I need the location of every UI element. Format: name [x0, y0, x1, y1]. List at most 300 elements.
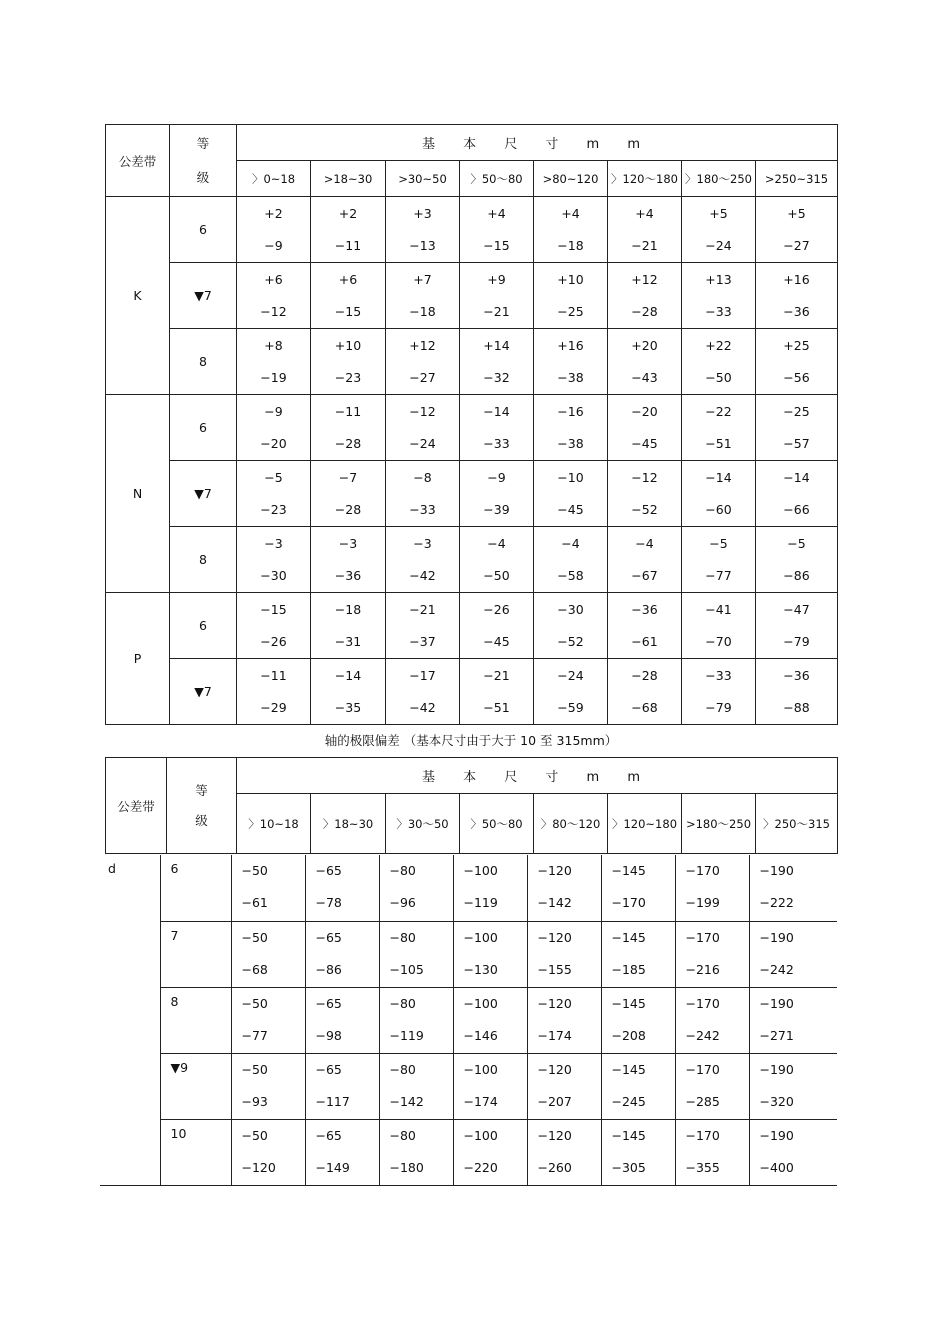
upper-deviation: −80	[389, 1127, 416, 1143]
upper-deviation: +4	[561, 205, 580, 221]
deviation-pair	[464, 1054, 527, 1118]
lower-deviation: −285	[685, 1093, 720, 1109]
lower-deviation: −31	[334, 633, 362, 649]
lower-deviation: −28	[334, 435, 362, 451]
deviation-cell	[453, 855, 527, 921]
zone-label: K	[106, 197, 170, 395]
deviation-pair	[237, 594, 310, 658]
upper-deviation: −8	[413, 469, 432, 485]
deviation-pair	[756, 528, 837, 592]
upper-deviation: +12	[409, 337, 436, 353]
deviation-cell	[460, 395, 534, 461]
deviation-cell	[379, 921, 453, 987]
upper-deviation: −28	[631, 667, 658, 683]
deviation-cell	[601, 921, 675, 987]
upper-deviation: +8	[264, 337, 283, 353]
upper-deviation: −10	[557, 469, 584, 485]
deviation-cell	[231, 1119, 305, 1185]
deviation-pair	[237, 330, 310, 394]
upper-deviation: +9	[487, 271, 506, 287]
deviation-cell	[608, 197, 682, 263]
lower-deviation: −59	[557, 699, 584, 715]
size-range: >180～250	[682, 794, 756, 854]
upper-deviation: +12	[631, 271, 658, 287]
deviation-cell	[305, 987, 379, 1053]
upper-deviation: −50	[241, 1061, 268, 1077]
lower-deviation: −130	[463, 961, 498, 977]
upper-deviation: −5	[264, 469, 283, 485]
deviation-pair	[612, 1054, 675, 1118]
lower-deviation: −207	[537, 1093, 572, 1109]
deviation-pair	[316, 1120, 379, 1184]
deviation-cell	[379, 1119, 453, 1185]
deviation-cell	[682, 593, 756, 659]
upper-deviation: −100	[463, 863, 498, 878]
deviation-cell	[749, 987, 837, 1053]
upper-deviation: +14	[483, 337, 510, 353]
lower-deviation: −174	[463, 1093, 498, 1109]
deviation-cell	[527, 1119, 601, 1185]
size-range: 〉180～250	[682, 161, 756, 197]
deviation-cell	[460, 593, 534, 659]
deviation-cell	[534, 395, 608, 461]
deviation-pair	[682, 528, 755, 592]
table-row	[106, 461, 838, 527]
deviation-cell	[534, 263, 608, 329]
deviation-cell	[534, 659, 608, 725]
deviation-pair	[760, 988, 838, 1052]
deviation-cell	[460, 197, 534, 263]
upper-deviation: −120	[537, 929, 572, 945]
deviation-cell	[386, 329, 460, 395]
upper-deviation: −145	[611, 929, 646, 945]
grade-header	[170, 125, 237, 197]
upper-deviation: +4	[635, 205, 654, 221]
deviation-pair	[386, 528, 459, 592]
lower-deviation: −33	[483, 435, 510, 451]
upper-deviation: +2	[264, 205, 283, 221]
lower-deviation: −242	[759, 961, 794, 977]
deviation-pair	[390, 1054, 453, 1118]
deviation-cell	[453, 921, 527, 987]
lower-deviation: −119	[389, 1027, 424, 1043]
deviation-cell	[386, 527, 460, 593]
table-row	[100, 1053, 837, 1119]
table-row	[100, 855, 837, 921]
deviation-cell	[675, 921, 749, 987]
deviation-pair	[386, 660, 459, 724]
deviation-cell	[379, 855, 453, 921]
grade-label: 7	[160, 921, 231, 987]
deviation-pair	[460, 594, 533, 658]
lower-deviation: −36	[334, 567, 362, 583]
deviation-pair	[612, 855, 675, 919]
lower-deviation: −29	[260, 699, 287, 715]
deviation-pair	[608, 264, 681, 328]
deviation-pair	[311, 330, 385, 394]
upper-deviation: −24	[557, 667, 584, 683]
upper-deviation: −190	[759, 863, 794, 878]
deviation-pair	[756, 330, 837, 394]
deviation-pair	[237, 264, 310, 328]
deviation-pair	[686, 922, 749, 986]
grade-header	[167, 758, 237, 854]
deviation-cell	[237, 263, 311, 329]
deviation-cell	[237, 329, 311, 395]
lower-deviation: −23	[260, 501, 287, 517]
deviation-cell	[682, 527, 756, 593]
lower-deviation: −56	[783, 369, 810, 385]
deviation-pair	[311, 594, 385, 658]
size-range: 〉120～180	[608, 161, 682, 197]
deviation-cell	[749, 1053, 837, 1119]
grade-header-top: 等	[196, 135, 210, 151]
grade-label: 6	[170, 395, 237, 461]
lower-deviation: −51	[705, 435, 732, 451]
deviation-pair	[534, 528, 607, 592]
deviation-cell	[460, 329, 534, 395]
deviation-pair	[390, 922, 453, 986]
deviation-pair	[538, 988, 601, 1052]
lower-deviation: −11	[334, 237, 362, 253]
upper-deviation: −7	[338, 469, 358, 485]
upper-deviation: −190	[759, 1061, 794, 1077]
lower-deviation: −33	[409, 501, 436, 517]
deviation-pair	[756, 660, 837, 724]
table-row	[100, 987, 837, 1053]
deviation-pair	[608, 462, 681, 526]
deviation-pair	[608, 660, 681, 724]
deviation-cell	[305, 1119, 379, 1185]
lower-deviation: −21	[631, 237, 658, 253]
upper-deviation: −170	[685, 863, 720, 878]
lower-deviation: −27	[783, 237, 810, 253]
lower-deviation: −13	[409, 237, 436, 253]
upper-deviation: −80	[389, 995, 416, 1011]
lower-deviation: −15	[483, 237, 510, 253]
deviation-cell	[601, 855, 675, 921]
upper-deviation: −18	[334, 601, 362, 617]
deviation-cell	[682, 461, 756, 527]
upper-deviation: −120	[537, 863, 572, 878]
lower-deviation: −222	[759, 895, 794, 910]
deviation-cell	[608, 461, 682, 527]
lower-deviation: −117	[315, 1093, 350, 1109]
deviation-pair	[756, 198, 837, 262]
deviation-pair	[686, 988, 749, 1052]
deviation-pair	[311, 462, 385, 526]
deviation-pair	[242, 1120, 305, 1184]
deviation-pair	[386, 264, 459, 328]
deviation-pair	[464, 1120, 527, 1184]
upper-deviation: +2	[338, 205, 358, 221]
lower-deviation: −9	[264, 237, 283, 253]
deviation-pair	[237, 462, 310, 526]
deviation-cell	[534, 527, 608, 593]
lower-deviation: −174	[537, 1027, 572, 1043]
deviation-cell	[237, 659, 311, 725]
upper-deviation: −3	[264, 535, 283, 551]
deviation-cell	[527, 855, 601, 921]
deviation-pair	[534, 330, 607, 394]
deviation-cell	[231, 987, 305, 1053]
upper-deviation: +3	[413, 205, 432, 221]
upper-deviation: +4	[487, 205, 506, 221]
upper-deviation: +10	[557, 271, 584, 287]
upper-deviation: −145	[611, 1127, 646, 1143]
shaft-table-header	[105, 757, 838, 854]
lower-deviation: −245	[611, 1093, 646, 1109]
deviation-pair	[316, 1054, 379, 1118]
deviation-pair	[237, 660, 310, 724]
deviation-pair	[686, 1120, 749, 1184]
deviation-pair	[242, 1054, 305, 1118]
lower-deviation: −38	[557, 369, 584, 385]
deviation-cell	[675, 855, 749, 921]
upper-deviation: −15	[260, 601, 287, 617]
lower-deviation: −24	[705, 237, 732, 253]
table-row	[106, 527, 838, 593]
size-range: 〉80～120	[534, 794, 608, 854]
grade-label: 10	[160, 1119, 231, 1185]
deviation-cell	[608, 395, 682, 461]
deviation-cell	[534, 593, 608, 659]
zone-label: P	[106, 593, 170, 725]
lower-deviation: −32	[483, 369, 510, 385]
deviation-pair	[760, 855, 838, 919]
lower-deviation: −52	[631, 501, 658, 517]
deviation-cell	[386, 395, 460, 461]
upper-deviation: −170	[685, 1127, 720, 1143]
upper-deviation: −16	[557, 403, 584, 419]
upper-deviation: −5	[787, 535, 806, 551]
header-row	[106, 758, 838, 794]
basic-size-header: 基 本 尺 寸 m m	[237, 125, 838, 161]
deviation-cell	[237, 527, 311, 593]
deviation-pair	[386, 462, 459, 526]
deviation-pair	[534, 198, 607, 262]
lower-deviation: −70	[705, 633, 732, 649]
lower-deviation: −39	[483, 501, 510, 517]
deviation-cell	[386, 461, 460, 527]
deviation-pair	[612, 922, 675, 986]
upper-deviation: +5	[709, 205, 728, 221]
deviation-pair	[242, 922, 305, 986]
upper-deviation: +16	[783, 271, 810, 287]
deviation-cell	[534, 197, 608, 263]
deviation-pair	[311, 396, 385, 460]
upper-deviation: −9	[264, 403, 283, 419]
deviation-pair	[311, 198, 385, 262]
upper-deviation: −17	[409, 667, 436, 683]
deviation-pair	[756, 264, 837, 328]
deviation-pair	[242, 988, 305, 1052]
lower-deviation: −35	[334, 699, 362, 715]
deviation-cell	[386, 593, 460, 659]
deviation-cell	[675, 1119, 749, 1185]
lower-deviation: −105	[389, 961, 424, 977]
upper-deviation: +22	[705, 337, 732, 353]
deviation-cell	[601, 987, 675, 1053]
upper-deviation: −20	[631, 403, 658, 419]
upper-deviation: −41	[705, 601, 732, 617]
deviation-cell	[311, 395, 386, 461]
deviation-pair	[242, 855, 305, 919]
size-range: 〉10~18	[237, 794, 311, 854]
grade-label: 6	[160, 855, 231, 921]
deviation-cell	[608, 263, 682, 329]
deviation-pair	[756, 396, 837, 460]
deviation-cell	[682, 659, 756, 725]
deviation-cell	[311, 197, 386, 263]
deviation-cell	[305, 921, 379, 987]
grade-label: ▼7	[170, 461, 237, 527]
deviation-pair	[760, 922, 838, 986]
deviation-pair	[612, 988, 675, 1052]
lower-deviation: −42	[409, 699, 436, 715]
upper-deviation: −100	[463, 1061, 498, 1077]
deviation-pair	[682, 264, 755, 328]
deviation-cell	[453, 987, 527, 1053]
deviation-cell	[756, 593, 838, 659]
lower-deviation: −19	[260, 369, 287, 385]
deviation-cell	[756, 461, 838, 527]
deviation-pair	[760, 1120, 838, 1184]
shaft-deviation-table	[100, 855, 837, 1186]
upper-deviation: −100	[463, 929, 498, 945]
upper-deviation: −65	[315, 929, 342, 945]
grade-label: 6	[170, 197, 237, 263]
table-row	[106, 263, 838, 329]
deviation-cell	[460, 263, 534, 329]
deviation-pair	[682, 198, 755, 262]
lower-deviation: −52	[557, 633, 584, 649]
upper-deviation: −50	[241, 995, 268, 1011]
lower-deviation: −50	[483, 567, 510, 583]
upper-deviation: −80	[389, 929, 416, 945]
deviation-cell	[527, 987, 601, 1053]
lower-deviation: −27	[409, 369, 436, 385]
lower-deviation: −45	[483, 633, 510, 649]
lower-deviation: −43	[631, 369, 658, 385]
table-row	[106, 197, 838, 263]
deviation-cell	[756, 395, 838, 461]
deviation-pair	[386, 330, 459, 394]
lower-deviation: −271	[759, 1027, 794, 1043]
upper-deviation: −65	[315, 863, 342, 878]
deviation-cell	[675, 987, 749, 1053]
deviation-cell	[682, 197, 756, 263]
lower-deviation: −199	[685, 895, 720, 910]
deviation-cell	[305, 1053, 379, 1119]
upper-deviation: −120	[537, 1127, 572, 1143]
grade-header-bottom: 级	[195, 812, 208, 828]
deviation-cell	[682, 395, 756, 461]
upper-deviation: −21	[483, 667, 510, 683]
upper-deviation: −11	[260, 667, 287, 683]
deviation-cell	[460, 461, 534, 527]
deviation-pair	[682, 462, 755, 526]
lower-deviation: −180	[389, 1159, 424, 1175]
header-row	[106, 125, 838, 161]
lower-deviation: −78	[315, 895, 342, 910]
upper-deviation: +6	[264, 271, 283, 287]
upper-deviation: −33	[705, 667, 732, 683]
upper-deviation: −47	[783, 601, 810, 617]
deviation-pair	[460, 660, 533, 724]
size-range: >18~30	[311, 161, 386, 197]
grade-label: 8	[160, 987, 231, 1053]
upper-deviation: −190	[759, 995, 794, 1011]
deviation-pair	[534, 396, 607, 460]
shaft-table-caption: 轴的极限偏差 （基本尺寸由于大于 10 至 315mm）	[324, 733, 618, 748]
deviation-pair	[682, 396, 755, 460]
deviation-pair	[464, 988, 527, 1052]
upper-deviation: −26	[483, 601, 510, 617]
upper-deviation: −3	[413, 535, 432, 551]
size-range: >30~50	[386, 161, 460, 197]
grade-label: 8	[170, 527, 237, 593]
table-row	[100, 921, 837, 987]
size-range: 〉250～315	[756, 794, 838, 854]
deviation-pair	[464, 922, 527, 986]
deviation-pair	[686, 855, 749, 919]
deviation-pair	[237, 528, 310, 592]
lower-deviation: −20	[260, 435, 287, 451]
deviation-cell	[460, 659, 534, 725]
deviation-pair	[608, 528, 681, 592]
lower-deviation: −18	[409, 303, 436, 319]
deviation-pair	[460, 264, 533, 328]
deviation-cell	[379, 1053, 453, 1119]
lower-deviation: −146	[463, 1027, 498, 1043]
upper-deviation: +5	[787, 205, 806, 221]
lower-deviation: −155	[537, 961, 572, 977]
upper-deviation: −4	[561, 535, 580, 551]
deviation-cell	[534, 329, 608, 395]
deviation-cell	[756, 329, 838, 395]
deviation-pair	[608, 198, 681, 262]
deviation-pair	[460, 330, 533, 394]
deviation-cell	[453, 1119, 527, 1185]
upper-deviation: −65	[315, 995, 342, 1011]
upper-deviation: −100	[463, 995, 498, 1011]
table-row	[106, 659, 838, 725]
upper-deviation: −170	[685, 1061, 720, 1077]
deviation-cell	[231, 921, 305, 987]
upper-deviation: −190	[759, 929, 794, 945]
upper-deviation: −11	[334, 403, 362, 419]
deviation-cell	[311, 461, 386, 527]
lower-deviation: −68	[241, 961, 268, 977]
deviation-cell	[311, 263, 386, 329]
upper-deviation: −170	[685, 995, 720, 1011]
basic-size-header: 基 本 尺 寸 m m	[237, 758, 838, 794]
lower-deviation: −305	[611, 1159, 646, 1175]
upper-deviation: −5	[709, 535, 728, 551]
deviation-cell	[608, 593, 682, 659]
upper-deviation: +25	[783, 337, 810, 353]
grade-label: ▼9	[160, 1053, 231, 1119]
lower-deviation: −79	[705, 699, 732, 715]
lower-deviation: −38	[557, 435, 584, 451]
lower-deviation: −28	[334, 501, 362, 517]
table-row	[106, 395, 838, 461]
deviation-pair	[237, 396, 310, 460]
deviation-cell	[311, 593, 386, 659]
deviation-cell	[311, 329, 386, 395]
lower-deviation: −28	[631, 303, 658, 319]
